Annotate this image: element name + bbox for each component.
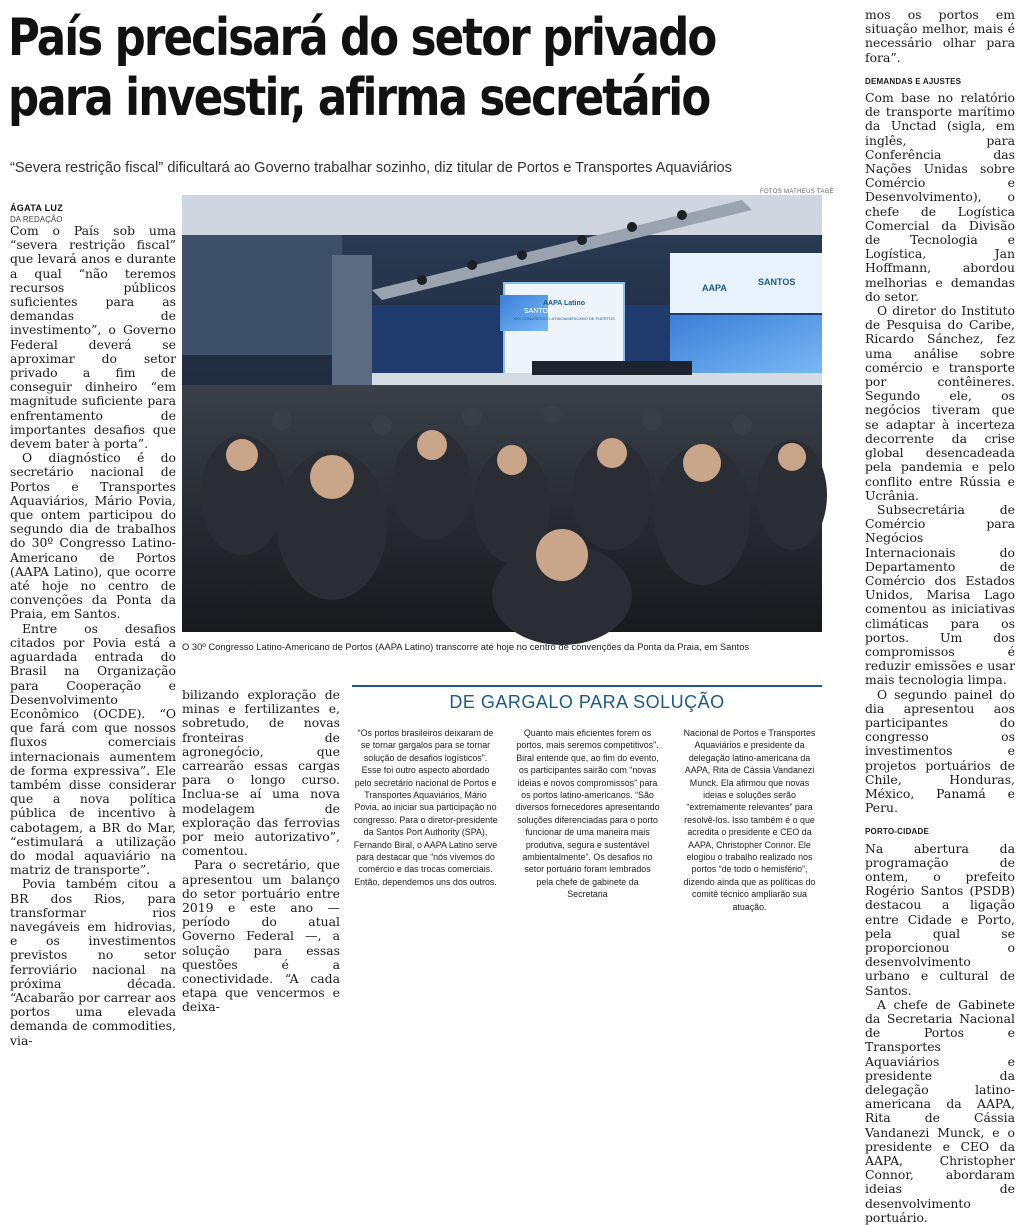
paragraph: Povia também citou a BR dos Rios, para transformar rios navegáveis em hidrovias, e os investimentos previstos no setor ferroviário nacional na próxima década. “Acabarão por carrear aos portos uma elevada demanda de commodities, via- [10, 876, 176, 1048]
screen-center-brand: AAPA Latino [543, 300, 585, 307]
paragraph: O segundo painel do dia apresentou aos participantes do congresso os investimentos e projetos portuários de Chile, Honduras, México, Panamá e Peru. [865, 686, 1015, 816]
subtitle: “Severa restrição fiscal” dificultará ao Governo trabalhar sozinho, diz titular de Portos e Transportes Aquaviários [10, 160, 732, 176]
paragraph: A chefe de Gabinete da Secretaria Nacional de Portos e Transportes Aquaviários e presidente da delegação latino-americana da AAPA, Rita de Cássia Vandanezi Munck, e o presidente e CEO da AAPA, Christopher Connor, abordaram ideias de desenvolvimento portuário. [865, 996, 1015, 1225]
screen-left-logo: SANTOS [524, 308, 553, 315]
event-photo [182, 195, 822, 632]
paragraph: O diretor do Instituto de Pesquisa do Caribe, Ricardo Sánchez, fez uma análise sobre comércio e transporte por contêineres. Segundo ele, os negócios tiveram que se adaptar à incerteza decorrente da crise global desencadeada pela pandemia e pelo conflito entre Rússia e Ucrânia. [865, 303, 1015, 503]
paragraph: Na abertura da programação de ontem, o prefeito Rogério Santos (PSDB) destacou a ligação entre Cidade e Porto, pela qual se proporcionou o desenvolvimento urbano e cultural de Santos. [865, 840, 1015, 998]
photo-caption: O 30º Congresso Latino-Americano de Portos (AAPA Latino) transcorre até hoje no centro de convenções da Ponta da Praia, em Santos [182, 641, 750, 652]
paragraph: bilizando exploração de minas e fertilizantes e, sobretudo, de novas fronteiras de agronegócio, que carrearão essas cargas para o longo curso. Inclua-se aí uma nova modelagem de exploração das ferrovias por meio autorizativo”, comentou. [182, 687, 340, 859]
screen-right-logo-a: AAPA [702, 283, 727, 293]
photo-credit: FOTOS MATHEUS TAGÉ [760, 189, 834, 195]
box-column-2: Quanto mais eficientes forem os portos, mais seremos competitivos”. Biral entende que, ao fim do evento, os participantes sairão com “novas ideias e novos compromissos” para os portos latino-americanos. “São diversos fornecedores apresentando soluções diferenciadas para o porto funcionar de uma maneira mais produtiva, segura e sustentável ambientalmente”. Os desafios no setor portuário foram lembrados pela chefe de gabinete da Secretaria [515, 728, 660, 900]
paragraph: Para o secretário, que apresentou um balanço do setor portuário entre 2019 e este ano — período do atual Governo Federal —, a solução para essas questões é a conectividade. “A cada etapa que vencermos e deixa- [182, 857, 340, 1015]
paragraph: Subsecretária de Comércio para Negócios Internacionais do Departamento de Comércio dos Estados Unidos, Marisa Lago comentou as iniciativas climáticas para os portos. Um dos compromissos é reduzir emissões e usar mais tecnologia limpa. [865, 501, 1015, 688]
screen-center-title: XXX CONGRESSO LATINOAMERICANO DE PUERTOS [513, 316, 615, 321]
box-column-3: Nacional de Portos e Transportes Aquaviários e presidente da delegação latino-americana da AAPA, Rita de Cássia Vandanezi Munck. Ela afirmou que novas ideias e soluções serão “extremamente relevantes” para resolvê-los. Isso também é o que acredita o presidente e CEO da AAPA, Christopher Connor. Ele elogiou o trabalho realizado nos portos “de todo o hemisfério”, dizendo ainda que as políticas do comitê técnico ampliarão sua atuação. [683, 728, 816, 912]
section-heading: PORTO-CIDADE [865, 827, 930, 837]
paragraph: Com o País sob uma “severa restrição fiscal” que levará anos e durante a qual “não teremos recursos públicos suficientes para as demandas de investimento”, o Governo Federal deverá se aproximar do setor privado a fim de conseguir dinheiro “em magnitude suficiente para enfrentamento de importantes desafios que devem bater à porta”. [10, 223, 176, 452]
paragraph: Entre os desafios citados por Povia está a aguardada entrada do Brasil na Organização para Cooperação e Desenvolvimento Econômico (OCDE). “O que fará com que nossos fluxos comerciais internacionais aumentem de forma expressiva”. Ele também disse considerar que a nova política pública de incentivo à cabotagem, a BR do Mar, “estimulará a utilização do modal aquaviário na matriz de transporte”. [10, 620, 176, 878]
box-column-1: “Os portos brasileiros deixaram de se tornar gargalos para se tornar solução de desafios logísticos”. Esse foi outro aspecto abordado pelo secretário nacional de Portos e Transportes Aquaviários, Mário Povia, ao iniciar sua participação no congresso. Para o diretor-presidente da Santos Port Authority (SPA), Fernando Biral, o AAPA Latino serve para destacar que “nós vivemos do comércio e das trocas comerciais. Então, dependemos uns dos outros. [353, 728, 498, 887]
byline: ÁGATA LUZ [10, 203, 64, 213]
paragraph: O diagnóstico é do secretário nacional de Portos e Transportes Aquaviários, Mário Povia, que ontem participou do segundo dia de trabalhos do 30º Congresso Latino-Americano de Portos (AAPA Latino), que ocorre até hoje no centro de convenções da Ponta da Praia, em Santos. [10, 450, 176, 622]
screen-right-logo-b: SANTOS [758, 277, 796, 287]
conference-photo-illustration [182, 195, 822, 632]
headline: País precisará do setor privado para investir, afirma secretário [8, 8, 716, 128]
section-heading: DEMANDAS E AJUSTES [865, 76, 962, 86]
article-column-1 [10, 224, 176, 1048]
box-title: DE GARGALO PARA SOLUÇÃO [449, 692, 725, 712]
article-column-2 [182, 688, 340, 1015]
box-divider [352, 685, 822, 687]
article-column-3 [865, 8, 1015, 1225]
byline-desk: DA REDAÇÃO [10, 215, 63, 224]
paragraph: Com base no relatório de transporte marítimo da Unctad (sigla, em inglês, para Conferência das Nações Unidas sobre Comércio e Desenvolvimento), o chefe de Logística Comercial da Divisão de Tecnologia e Logística, Jan Hoffmann, abordou melhorias e demandas do setor. [865, 90, 1015, 304]
paragraph: mos os portos em situação melhor, mais é necessário olhar para fora”. [865, 7, 1015, 65]
